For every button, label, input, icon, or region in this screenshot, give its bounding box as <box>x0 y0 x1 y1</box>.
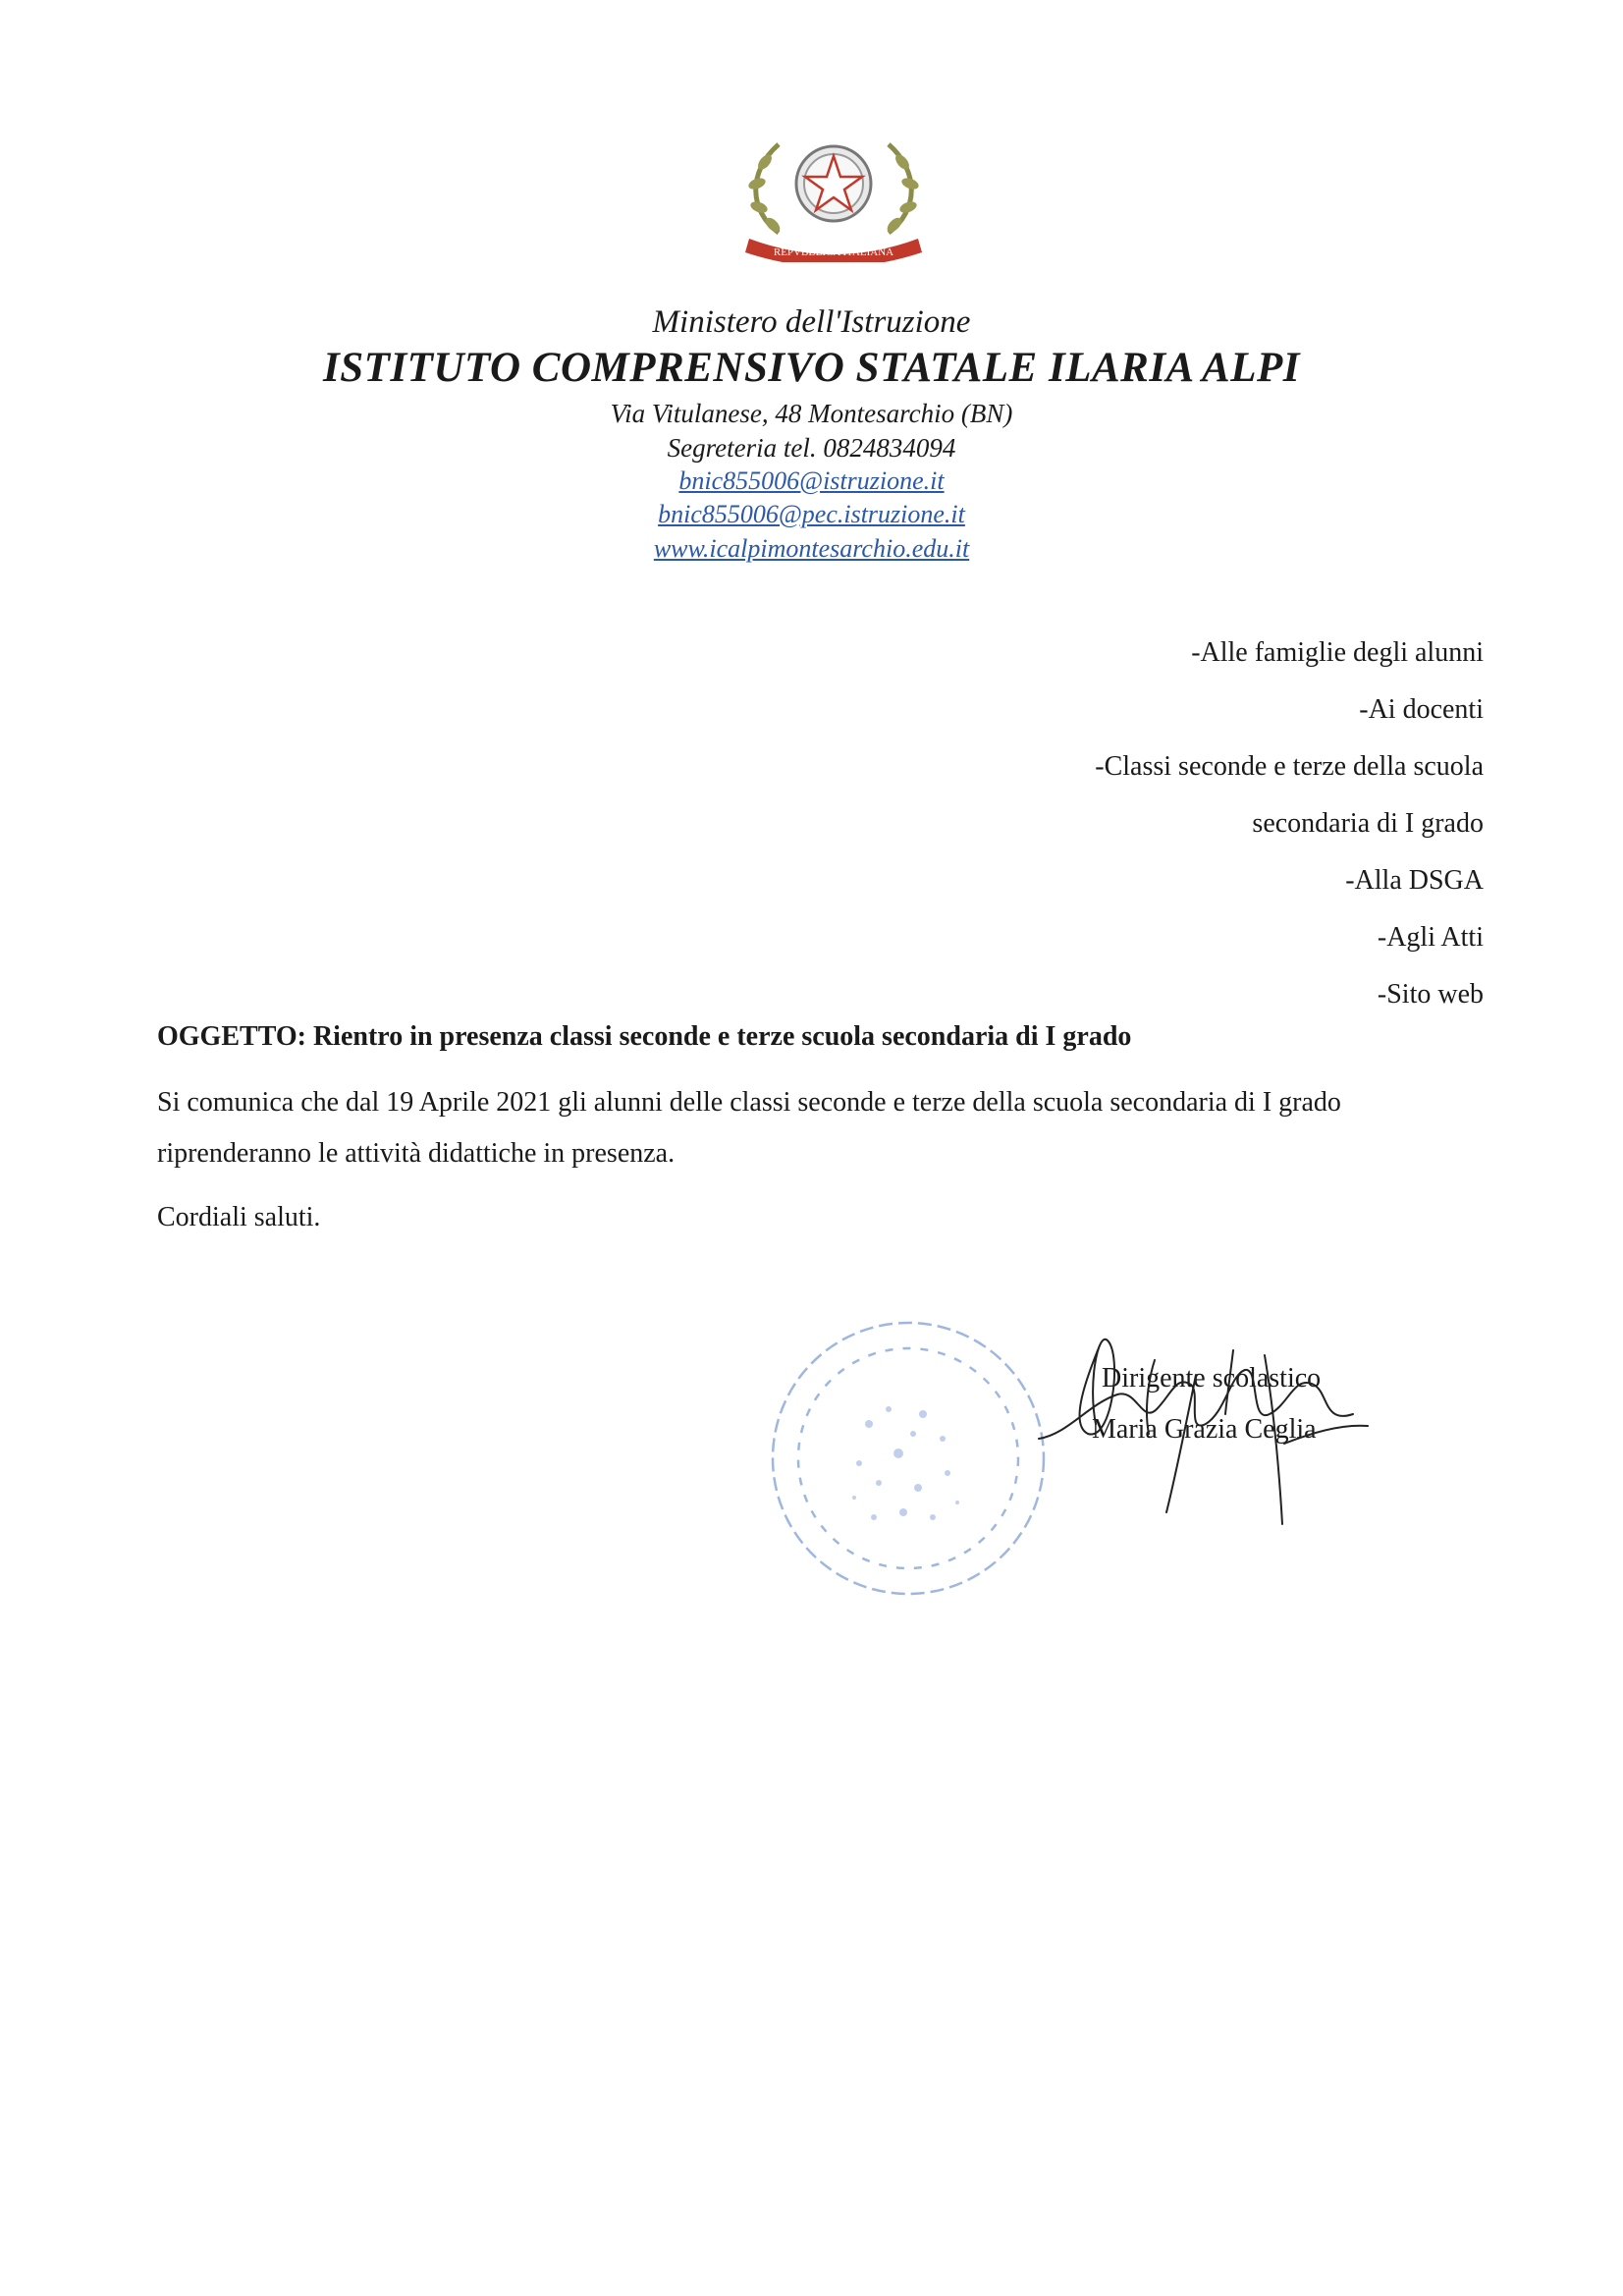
recipients-list <box>796 625 1484 1023</box>
school-stamp-icon <box>761 1316 1055 1601</box>
institute-address: Via Vitulanese, 48 Montesarchio (BN) <box>610 399 1013 428</box>
emblem-ribbon-text: REPVBBLICA ITALIANA <box>773 246 894 258</box>
website-link[interactable]: www.icalpimontesarchio.edu.it <box>653 534 970 563</box>
recipient-item: -Agli Atti <box>1377 922 1484 953</box>
recipient-item: -Alle famiglie degli alunni <box>1191 637 1484 668</box>
recipient-item: -Sito web <box>1377 979 1484 1010</box>
subject-line: OGGETTO: Rientro in presenza classi seconde e terze scuola secondaria di I grado <box>157 1021 1132 1052</box>
signatory-name: Maria Grazia Ceglia <box>1092 1414 1317 1445</box>
italian-republic-emblem-icon <box>739 123 928 262</box>
ministry-name: Ministero dell'Istruzione <box>652 304 971 340</box>
institute-name: ISTITUTO COMPRENSIVO STATALE ILARIA ALPI <box>323 345 1300 391</box>
body-text: Si comunica che dal 19 Aprile 2021 gli alunni delle classi seconde e terze della scuola secondaria di I grado riprenderanno le attività didattiche in presenza. <box>157 1087 1341 1169</box>
handwritten-signature-icon <box>1029 1316 1373 1542</box>
closing-greeting: Cordiali saluti. <box>157 1202 321 1232</box>
recipient-item: -Classi seconde e terze della scuola <box>1095 751 1484 782</box>
signatory-role: Dirigente scolastico <box>1102 1363 1322 1394</box>
recipient-item: -Ai docenti <box>1359 694 1484 725</box>
recipient-item: secondaria di I grado <box>1252 808 1484 839</box>
recipient-item: -Alla DSGA <box>1345 865 1484 896</box>
pec-email-link[interactable]: bnic855006@pec.istruzione.it <box>658 500 965 528</box>
secretariat-phone: Segreteria tel. 0824834094 <box>667 433 956 463</box>
email-link[interactable]: bnic855006@istruzione.it <box>678 466 945 495</box>
